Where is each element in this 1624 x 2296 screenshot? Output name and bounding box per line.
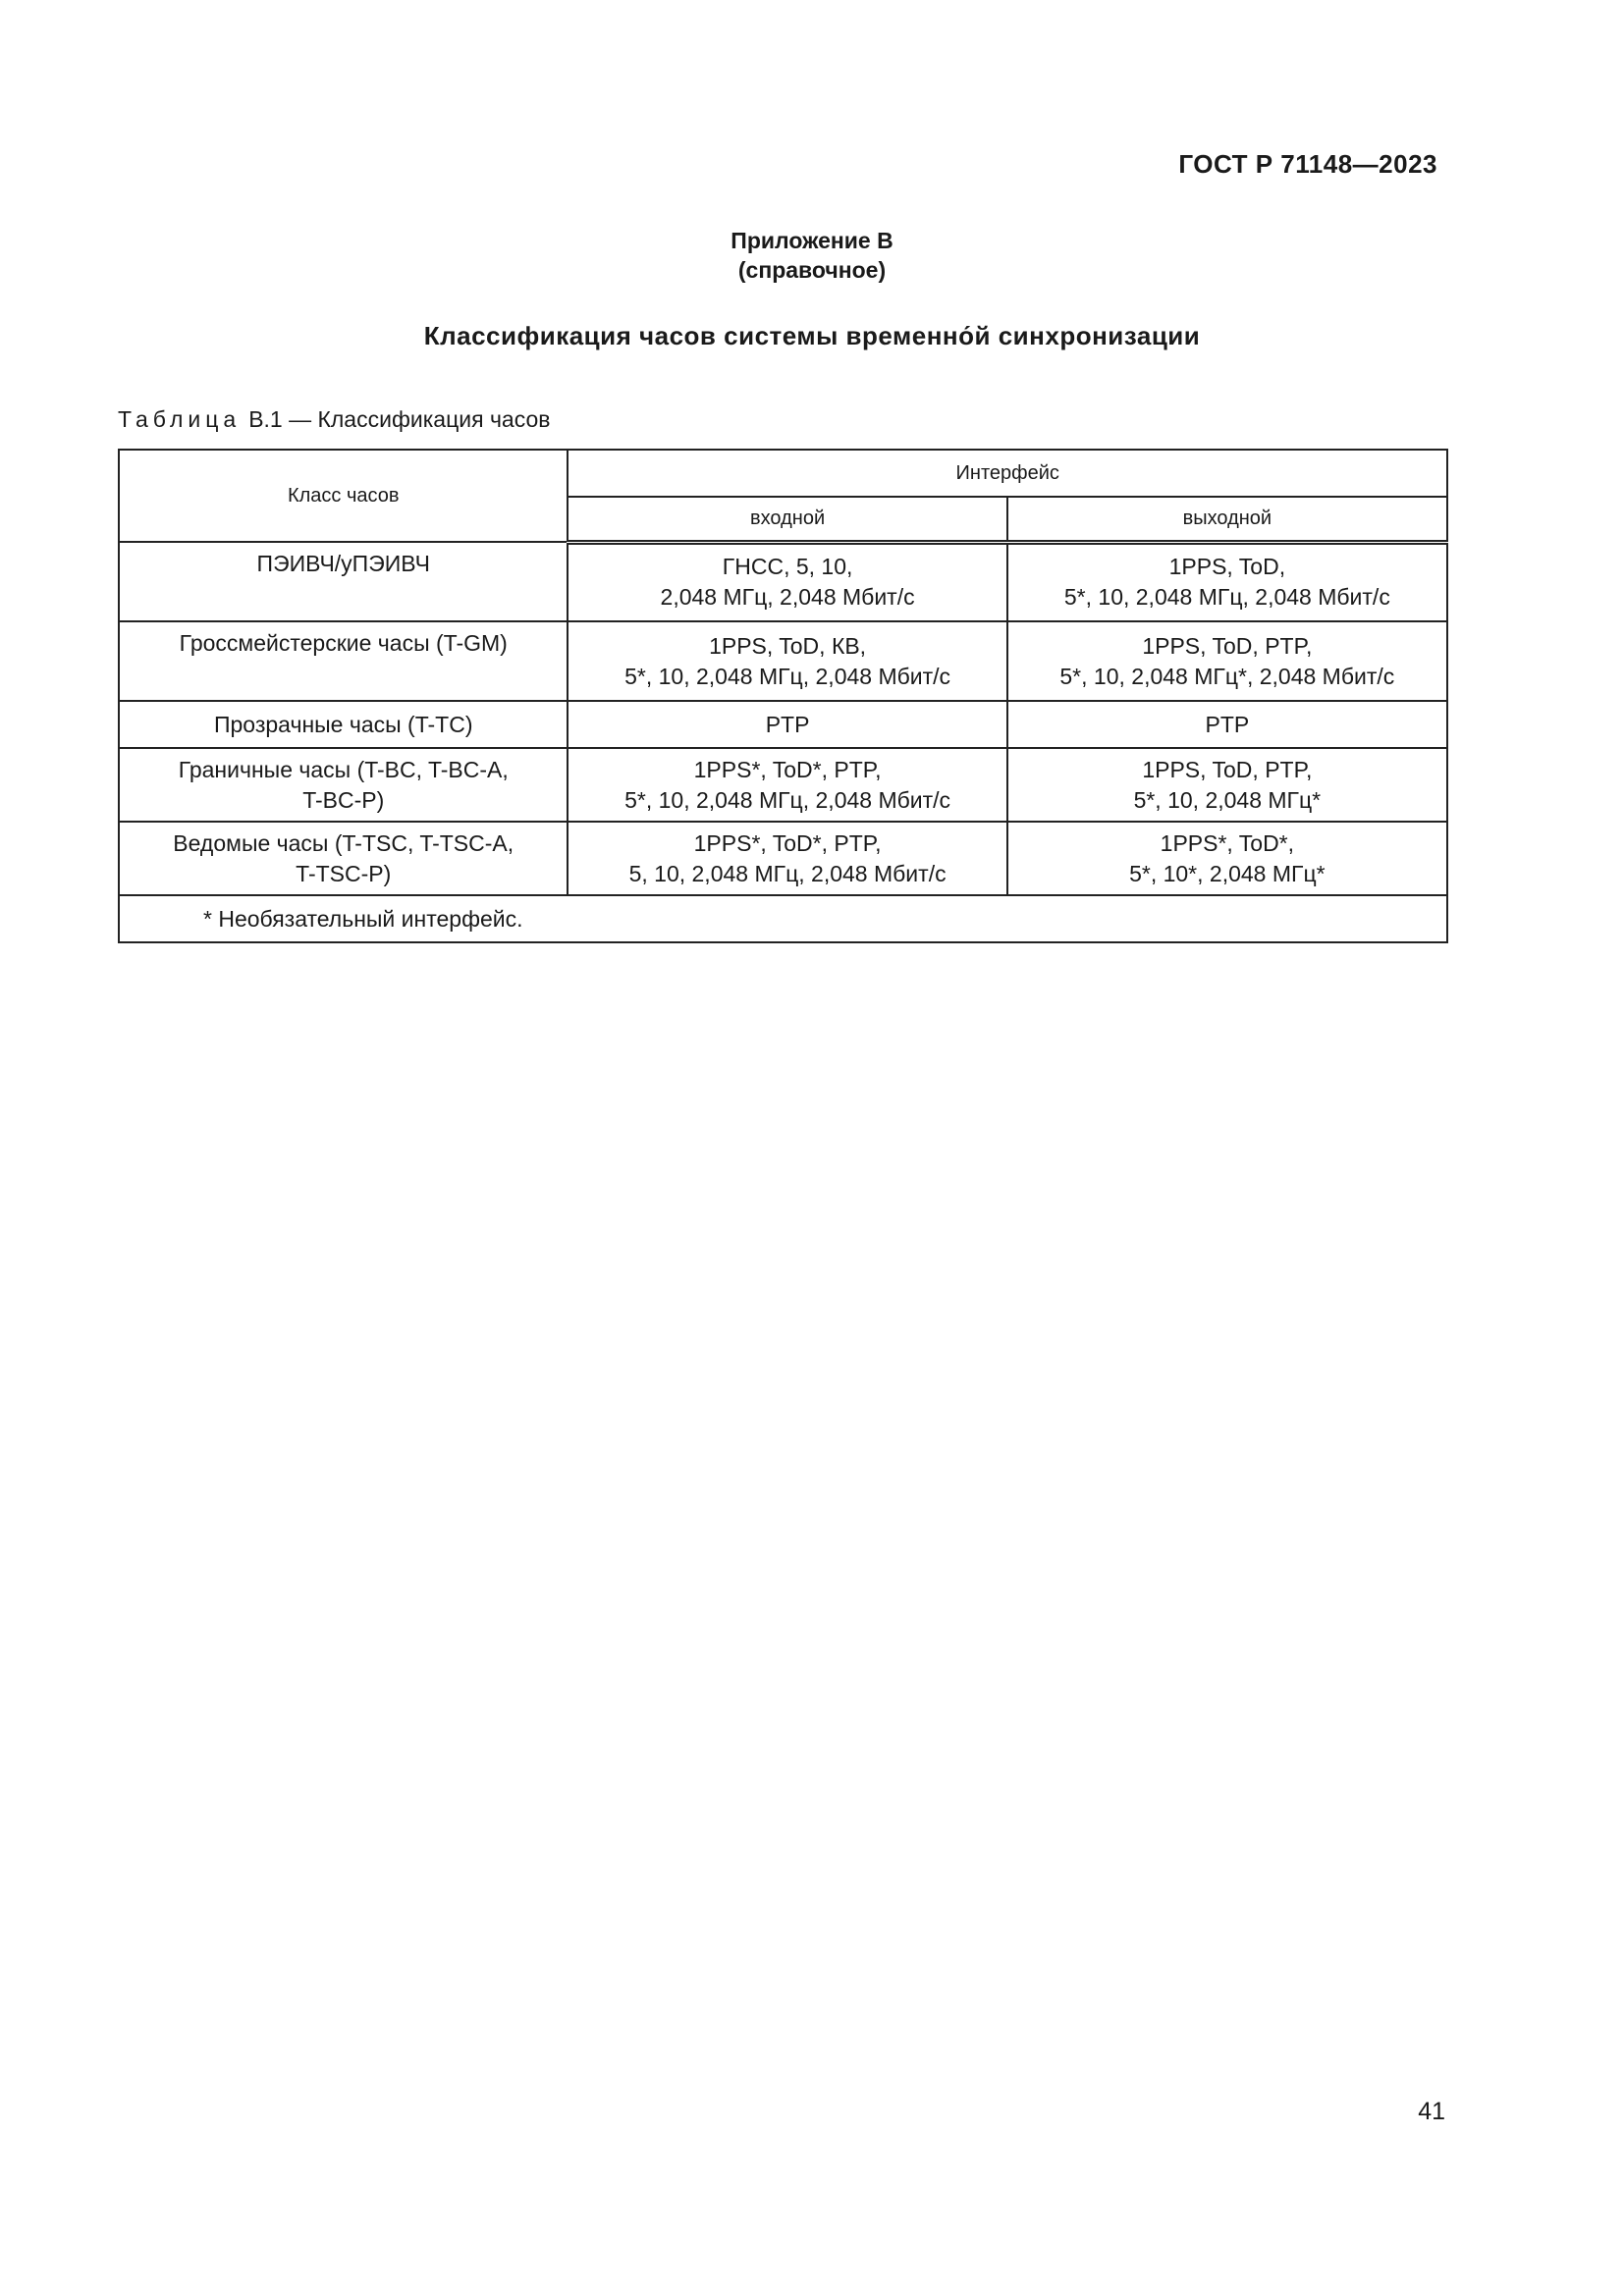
table-footnote: * Необязательный интерфейс. [119, 895, 1447, 942]
header-input: входной [568, 497, 1006, 542]
clock-classification-table [118, 449, 1448, 943]
table-row [119, 701, 1447, 748]
table-row [119, 542, 1447, 621]
table-caption [118, 406, 551, 433]
cell-class: Прозрачные часы (T-TC) [119, 701, 568, 748]
page-number: 41 [1418, 2098, 1445, 2125]
header-clock-class: Класс часов [119, 450, 568, 542]
section-title: Классификация часов системы временно́й синхронизации [423, 321, 1201, 350]
cell-output: 1PPS, ToD, 5*, 10, 2,048 МГц, 2,048 Мбит/с [1007, 542, 1447, 621]
cell-class: Граничные часы (T-BC, T-BC-A, T-BC-P) [119, 748, 568, 822]
appendix-subtitle: (справочное) [737, 257, 887, 283]
header-output: выходной [1007, 497, 1447, 542]
table-caption-prefix: Таблица [118, 406, 242, 432]
cell-class: ПЭИВЧ/уПЭИВЧ [119, 542, 568, 621]
appendix-title: Приложение В [731, 228, 893, 253]
table-caption-text: В.1 — Классификация часов [248, 406, 551, 432]
cell-input: ГНСС, 5, 10, 2,048 МГц, 2,048 Мбит/с [568, 542, 1006, 621]
table-row [119, 621, 1447, 701]
table-footnote-row [119, 895, 1447, 942]
table-row [119, 748, 1447, 822]
cell-output: 1PPS, ToD, PTP, 5*, 10, 2,048 МГц*, 2,048 Мбит/с [1007, 621, 1447, 701]
cell-class: Гроссмейстерские часы (T-GM) [119, 621, 568, 701]
appendix-heading [0, 226, 1624, 285]
cell-input: PTP [568, 701, 1006, 748]
cell-class: Ведомые часы (T-TSC, T-TSC-A, T-TSC-P) [119, 822, 568, 895]
standard-code: ГОСТ Р 71148—2023 [1178, 149, 1437, 179]
table-row [119, 822, 1447, 895]
cell-input: 1PPS, ToD, КВ, 5*, 10, 2,048 МГц, 2,048 Мбит/с [568, 621, 1006, 701]
cell-output: PTP [1007, 701, 1447, 748]
cell-input: 1PPS*, ToD*, PTP, 5*, 10, 2,048 МГц, 2,048 Мбит/с [568, 748, 1006, 822]
cell-input: 1PPS*, ToD*, PTP, 5, 10, 2,048 МГц, 2,048 Мбит/с [568, 822, 1006, 895]
cell-output: 1PPS, ToD, PTP, 5*, 10, 2,048 МГц* [1007, 748, 1447, 822]
cell-output: 1PPS*, ToD*, 5*, 10*, 2,048 МГц* [1007, 822, 1447, 895]
header-interface: Интерфейс [568, 450, 1447, 497]
